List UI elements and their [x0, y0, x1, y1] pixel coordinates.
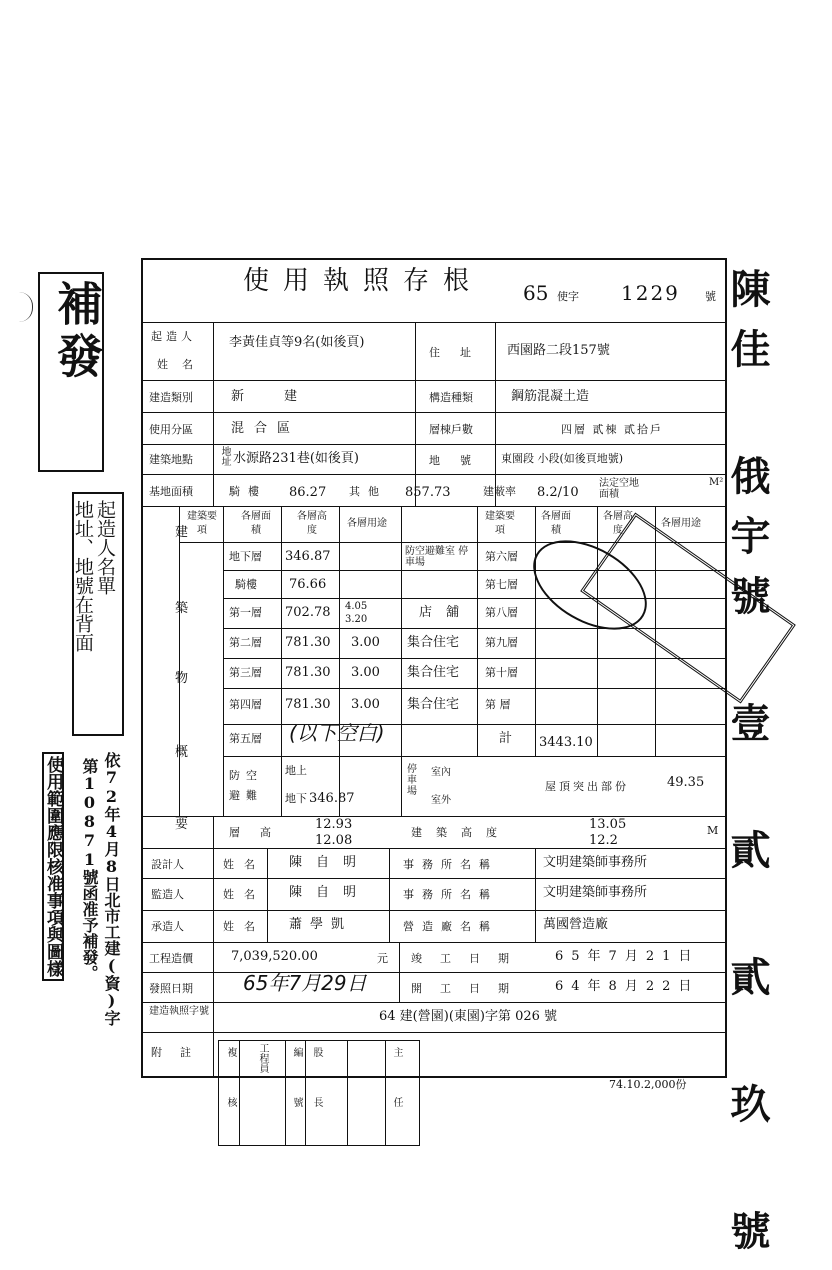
- approval-note-line1: 依72年4月8日北市工建(資)字: [102, 752, 121, 1026]
- side-label-1: 建: [175, 525, 189, 540]
- building-height-value1: 13.05: [589, 817, 627, 832]
- floor-row-use: 店舖: [419, 605, 474, 620]
- form-title: 使用執照存根: [243, 266, 484, 296]
- arcade-label: 騎樓: [229, 485, 267, 498]
- floor-row-name: 第五層: [229, 732, 262, 745]
- building-height-unit: M: [707, 824, 719, 837]
- floor-row-height: 3.00: [351, 697, 380, 712]
- legal-open-unit: M²: [709, 477, 724, 488]
- col-header-items: 建築要項: [187, 511, 217, 536]
- col-header-height-r: 各層高度: [603, 511, 633, 536]
- reissue-stamp: [38, 272, 104, 472]
- approval-note: [40, 752, 130, 1052]
- notes-label: 附註: [151, 1046, 209, 1059]
- roof-value: 49.35: [667, 775, 705, 790]
- sig-col-engineer: 工程員: [257, 1043, 268, 1073]
- supervisor-office: 文明建築師事務所: [543, 885, 648, 900]
- col-header-use: 各層用途: [347, 518, 387, 529]
- floor-row-area: 76.66: [289, 577, 327, 592]
- floor-row-area: 781.30: [285, 665, 331, 680]
- side-label-5: 要: [175, 817, 189, 832]
- floors-units-label: 層棟戶數: [429, 423, 473, 436]
- floor-row-name: 第三層: [229, 666, 262, 679]
- site-value: 水源路231巷(如後頁): [233, 451, 359, 466]
- structure-value: 鋼筋混凝土造: [511, 389, 590, 404]
- zoning-label: 使用分區: [149, 423, 193, 436]
- shelter-label: 防空避難: [229, 769, 263, 802]
- floor-row-height: 3.00: [351, 635, 380, 650]
- story-height-value2: 12.08: [315, 833, 353, 848]
- site-sub-label: 地址: [219, 446, 230, 466]
- floor-row-use: 集合住宅: [407, 665, 460, 680]
- structure-label: 構造種類: [429, 391, 473, 404]
- owner-note-line2: 地址、地號在背面: [72, 500, 94, 652]
- designer-name-label: 姓名: [223, 858, 265, 871]
- left-bracket-mark: [18, 292, 33, 322]
- floor-row-area: 346.87: [285, 549, 331, 564]
- contractor-office: 萬國營造廠: [543, 917, 609, 932]
- col-header-use-r: 各層用途: [661, 518, 701, 529]
- site-area-label: 基地面積: [149, 485, 193, 498]
- completion-value: 65年7月21日: [555, 949, 700, 964]
- arcade-value: 86.27: [289, 485, 327, 500]
- story-height-label: 層高: [229, 826, 291, 839]
- floors-units-value: 四層 貳棟 貳拾戶: [561, 423, 663, 436]
- start-value: 64年8月22日: [555, 979, 700, 994]
- designer-name: 陳自明: [289, 855, 371, 870]
- story-height-value1: 12.93: [315, 817, 353, 832]
- floor-row-area: 781.30: [285, 635, 331, 650]
- owner-value: 李黃佳貞等9名(如後頁): [229, 335, 365, 350]
- issue-label: 發照日期: [149, 982, 193, 995]
- floor-row-use: 集合住宅: [407, 635, 460, 650]
- floor-row-name: 第四層: [229, 698, 262, 711]
- floor-row-name: 地下層: [229, 550, 262, 563]
- shelter-above-label: 地上: [285, 764, 307, 777]
- sig-col-chief: 股長: [311, 1047, 322, 1147]
- lot-label: 地號: [429, 454, 491, 467]
- floor-row-area: 781.30: [285, 697, 331, 712]
- shelter-below-value: 346.87: [309, 791, 355, 806]
- legal-open-label: 法定空地面積: [599, 478, 639, 500]
- completion-label: 竣工日期: [411, 952, 527, 965]
- floor-row-name-r: 第八層: [485, 606, 518, 619]
- owner-label-bottom: 姓名: [157, 358, 207, 371]
- address-value: 西園路二段157號: [507, 343, 610, 358]
- shelter-below-label: 地下: [285, 792, 307, 805]
- permit-number: 1229: [621, 281, 680, 305]
- floor-row-height: 4.05 3.20: [345, 601, 368, 625]
- floor-row-name: 第一層: [229, 606, 262, 619]
- floor-row-blank-note: (以下空白): [289, 721, 385, 745]
- building-type-label: 建造類別: [149, 391, 193, 404]
- cost-value: 7,039,520.00: [231, 949, 318, 964]
- floor-row-use: 防空避難室 停車場: [405, 546, 469, 568]
- building-height-label: 建築高度: [411, 826, 511, 839]
- owner-label-top: 起造人: [151, 330, 196, 343]
- total-value: 3443.10: [539, 735, 593, 750]
- coverage-value: 8.2/10: [537, 485, 579, 500]
- designer-office-label: 事務所名稱: [403, 858, 498, 871]
- parking-in-label: 室內: [431, 767, 451, 778]
- floor-row-name-r: 第 層: [485, 698, 511, 711]
- coverage-label: 建蔽率: [483, 485, 516, 498]
- sig-col-review: 複核: [225, 1047, 236, 1147]
- permit-no-label: 建造執照字號: [149, 1006, 209, 1017]
- contractor-name-label: 姓名: [223, 920, 265, 933]
- floor-row-name: 第二層: [229, 636, 262, 649]
- approval-note-line3: 使用範圍應限核准事項與圖樣: [42, 752, 64, 981]
- floor-row-name-r: 第十層: [485, 666, 518, 679]
- floor-row-height: 3.00: [351, 665, 380, 680]
- owner-note-line1: 起造人名單: [94, 500, 116, 595]
- total-label: 計: [499, 731, 513, 746]
- site-label: 建築地點: [149, 453, 193, 466]
- lot-value: 東園段 小段(如後頁地號): [501, 452, 624, 465]
- supervisor-role: 監造人: [151, 888, 184, 901]
- right-fragment: 陳佳 俄宇號 壹 貳 貳 玖 號: [724, 268, 771, 1270]
- permit-char: 使字: [557, 290, 579, 303]
- contractor-office-label: 營造廠名稱: [403, 920, 498, 933]
- footer-text: 74.10.2,000份: [609, 1078, 687, 1091]
- side-label-3: 物: [175, 671, 189, 686]
- cost-unit: 元: [377, 952, 388, 965]
- other-label: 其他: [349, 485, 387, 498]
- parking-out-label: 室外: [431, 795, 451, 806]
- col-header-items-r: 建築要項: [485, 511, 515, 536]
- floor-row-name-r: 第七層: [485, 578, 518, 591]
- col-header-area: 各層面積: [241, 511, 271, 536]
- building-height-value2: 12.2: [589, 833, 618, 848]
- sig-col-director: 主任: [391, 1047, 402, 1147]
- parking-label: 停車場: [407, 764, 417, 797]
- cost-label: 工程造價: [149, 952, 193, 965]
- side-label-4: 概: [175, 745, 189, 760]
- owner-note-box: [72, 492, 124, 736]
- floor-row-name-r: 第六層: [485, 550, 518, 563]
- contractor-name: 蕭學凱: [289, 917, 353, 932]
- contractor-role: 承造人: [151, 920, 184, 933]
- approval-note-line2: 第10871號函准予補發。: [80, 758, 99, 981]
- supervisor-name: 陳自明: [289, 885, 371, 900]
- building-type-value: 新建: [231, 389, 338, 404]
- sig-col-number: 編號: [291, 1047, 302, 1147]
- issue-value: 65年7月29日: [243, 971, 367, 995]
- signature-grid: [218, 1040, 420, 1146]
- address-label: 住址: [429, 346, 491, 359]
- col-header-height: 各層高度: [297, 511, 327, 536]
- supervisor-office-label: 事務所名稱: [403, 888, 498, 901]
- designer-office: 文明建築師事務所: [543, 855, 648, 870]
- start-label: 開工日期: [411, 982, 527, 995]
- side-label-2: 築: [175, 601, 189, 616]
- designer-role: 設計人: [151, 858, 184, 871]
- floor-row-name: 騎樓: [235, 578, 257, 591]
- reissue-stamp-text: 補發: [50, 280, 104, 384]
- floor-row-name-r: 第九層: [485, 636, 518, 649]
- permit-stub-form: [141, 258, 727, 1091]
- zoning-value: 混合區: [231, 421, 301, 436]
- permit-year: 65: [523, 281, 549, 305]
- supervisor-name-label: 姓名: [223, 888, 265, 901]
- permit-no-value: 64 建(營園)(東園)字第 026 號: [379, 1009, 558, 1024]
- floor-row-area: 702.78: [285, 605, 331, 620]
- col-header-area-r: 各層面積: [541, 511, 571, 536]
- other-value: 857.73: [405, 485, 451, 500]
- roof-label: 屋頂突出部份: [545, 780, 629, 793]
- permit-suffix: 號: [705, 290, 716, 303]
- floor-row-use: 集合住宅: [407, 697, 460, 712]
